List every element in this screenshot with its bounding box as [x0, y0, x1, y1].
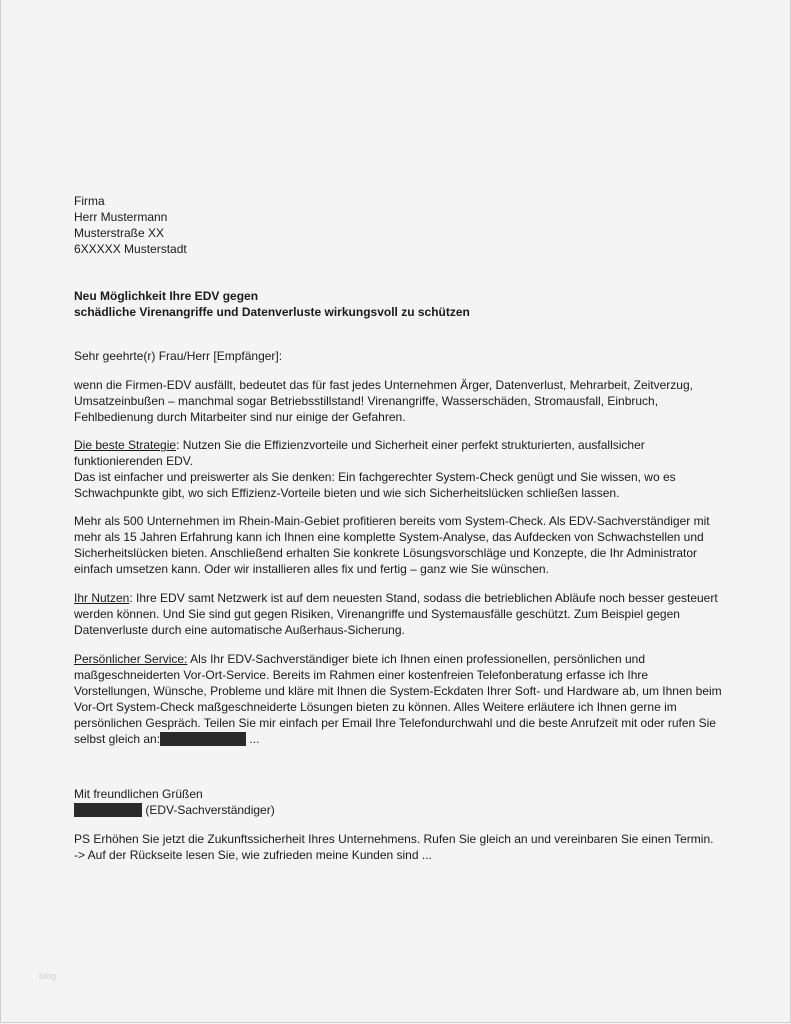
text-line: Mehr als 500 Unternehmen im Rhein-Main-Gebiet profitieren bereits vom System-Check. Als EDV-Sachverständiger mit — [74, 514, 710, 528]
text-line: funktionierenden EDV. — [74, 454, 193, 468]
salutation: Sehr geehrte(r) Frau/Herr [Empfänger]: — [74, 349, 283, 363]
paragraph-experience — [74, 513, 710, 577]
text-line: PS Erhöhen Sie jetzt die Zukunftssicherheit Ihres Unternehmens. Rufen Sie gleich an und vereinbaren Sie einen Termin. — [74, 832, 714, 846]
text-line: Fehlbedienung durch Mitarbeiter sind nur einige der Gefahren. — [74, 410, 406, 424]
paragraph-intro — [74, 377, 693, 425]
text-line: maßgeschneiderten Vor-Ort-Service. Bereits im Rahmen einer kostenfreien Telefonberatung erfasse ich Ihre — [74, 668, 649, 682]
address-line: Musterstraße XX — [74, 226, 165, 240]
paragraph-service — [74, 651, 722, 747]
benefit-heading: Ihr Nutzen — [74, 591, 130, 605]
address-line: Herr Mustermann — [74, 210, 168, 224]
signature-role: (EDV-Sachverständiger) — [142, 803, 275, 817]
text-line: Schwachpunkte gibt, wo sich Effizienz-Vorteile bieten und wie sich Sicherheitslücken schließen lassen. — [74, 486, 620, 500]
text-line: Datenverluste durch eine automatische Außerhaus-Sicherung. — [74, 623, 405, 637]
subject-line: Neu Möglichkeit Ihre EDV gegen — [74, 289, 259, 303]
closing — [74, 786, 275, 818]
paragraph-benefit — [74, 590, 718, 638]
closing-text: Mit freundlichen Grüßen — [74, 787, 203, 801]
text-line: werden können. Und Sie sind gut gegen Risiken, Virenangriffe und Systemausfälle geschützt. Zum Beispiel gegen — [74, 607, 680, 621]
text-line: : Ihre EDV samt Netzwerk ist auf dem neuesten Stand, sodass die betrieblichen Abläufe noch besser gesteuert — [129, 591, 718, 605]
redacted-name — [74, 803, 142, 817]
text-line: persönlichen Gespräch. Teilen Sie mir einfach per Email Ihre Telefondurchwahl und die beste Anrufzeit mit oder rufen Sie — [74, 716, 716, 730]
text-line: Als Ihr EDV-Sachverständiger biete ich Ihnen einen professionellen, persönlichen und — [187, 652, 646, 666]
subject-line: schädliche Virenangriffe und Datenverluste wirkungsvoll zu schützen — [74, 305, 470, 319]
address-line: 6XXXXX Musterstadt — [74, 242, 187, 256]
text-line: selbst gleich an: — [74, 732, 161, 746]
strategy-heading: Die beste Strategie — [74, 438, 177, 452]
text-line: wenn die Firmen-EDV ausfällt, bedeutet das für fast jedes Unternehmen Ärger, Datenverlust, Mehrarbeit, Zeitverzug, — [74, 378, 693, 392]
text-line: -> Auf der Rückseite lesen Sie, wie zufrieden meine Kunden sind ... — [74, 848, 432, 862]
text-line: Vorstellungen, Wünsche, Probleme und kläre mit Ihnen die System-Eckdaten Ihrer Soft- und Hardware ab, um Ihnen beim — [74, 684, 722, 698]
text-line: mehr als 15 Jahren Erfahrung kann ich Ihnen eine komplette System-Analyse, das Aufdecken von Schwachstellen und — [74, 530, 704, 544]
text-line: Umsatzeinbußen – manchmal sogar Betriebsstillstand! Virenangriffe, Wasserschäden, Stromausfall, Einbruch, — [74, 394, 659, 408]
postscript — [74, 831, 713, 863]
address-line: Firma — [74, 194, 105, 208]
text-line: Das ist einfacher und preiswerter als Sie denken: Ein fachgerechter System-Check genügt und Sie wissen, wo es — [74, 470, 676, 484]
text-line: : Nutzen Sie die Effizienzvorteile und Sicherheit einer perfekt strukturierten, ausfallsicher — [176, 438, 645, 452]
recipient-address — [74, 193, 187, 257]
paragraph-strategy — [74, 437, 676, 501]
text-line: Vor-Ort System-Check maßgeschneiderte Lösungen bieten zu können. Alles Weitere erläutere ich Ihnen gerne im — [74, 700, 677, 714]
text-line: ... — [246, 732, 260, 746]
watermark: blog — [39, 971, 57, 981]
redacted-phone — [160, 732, 246, 746]
service-heading: Persönlicher Service: — [74, 652, 188, 666]
subject — [74, 288, 470, 320]
text-line: Sicherheitslücken bieten. Anschließend erhalten Sie konkrete Lösungsvorschläge und Konzepte, die Ihr Administrator — [74, 546, 698, 560]
text-line: einfach umsetzen kann. Oder wir installieren alles fix und fertig – ganz wie Sie wünschen. — [74, 562, 549, 576]
